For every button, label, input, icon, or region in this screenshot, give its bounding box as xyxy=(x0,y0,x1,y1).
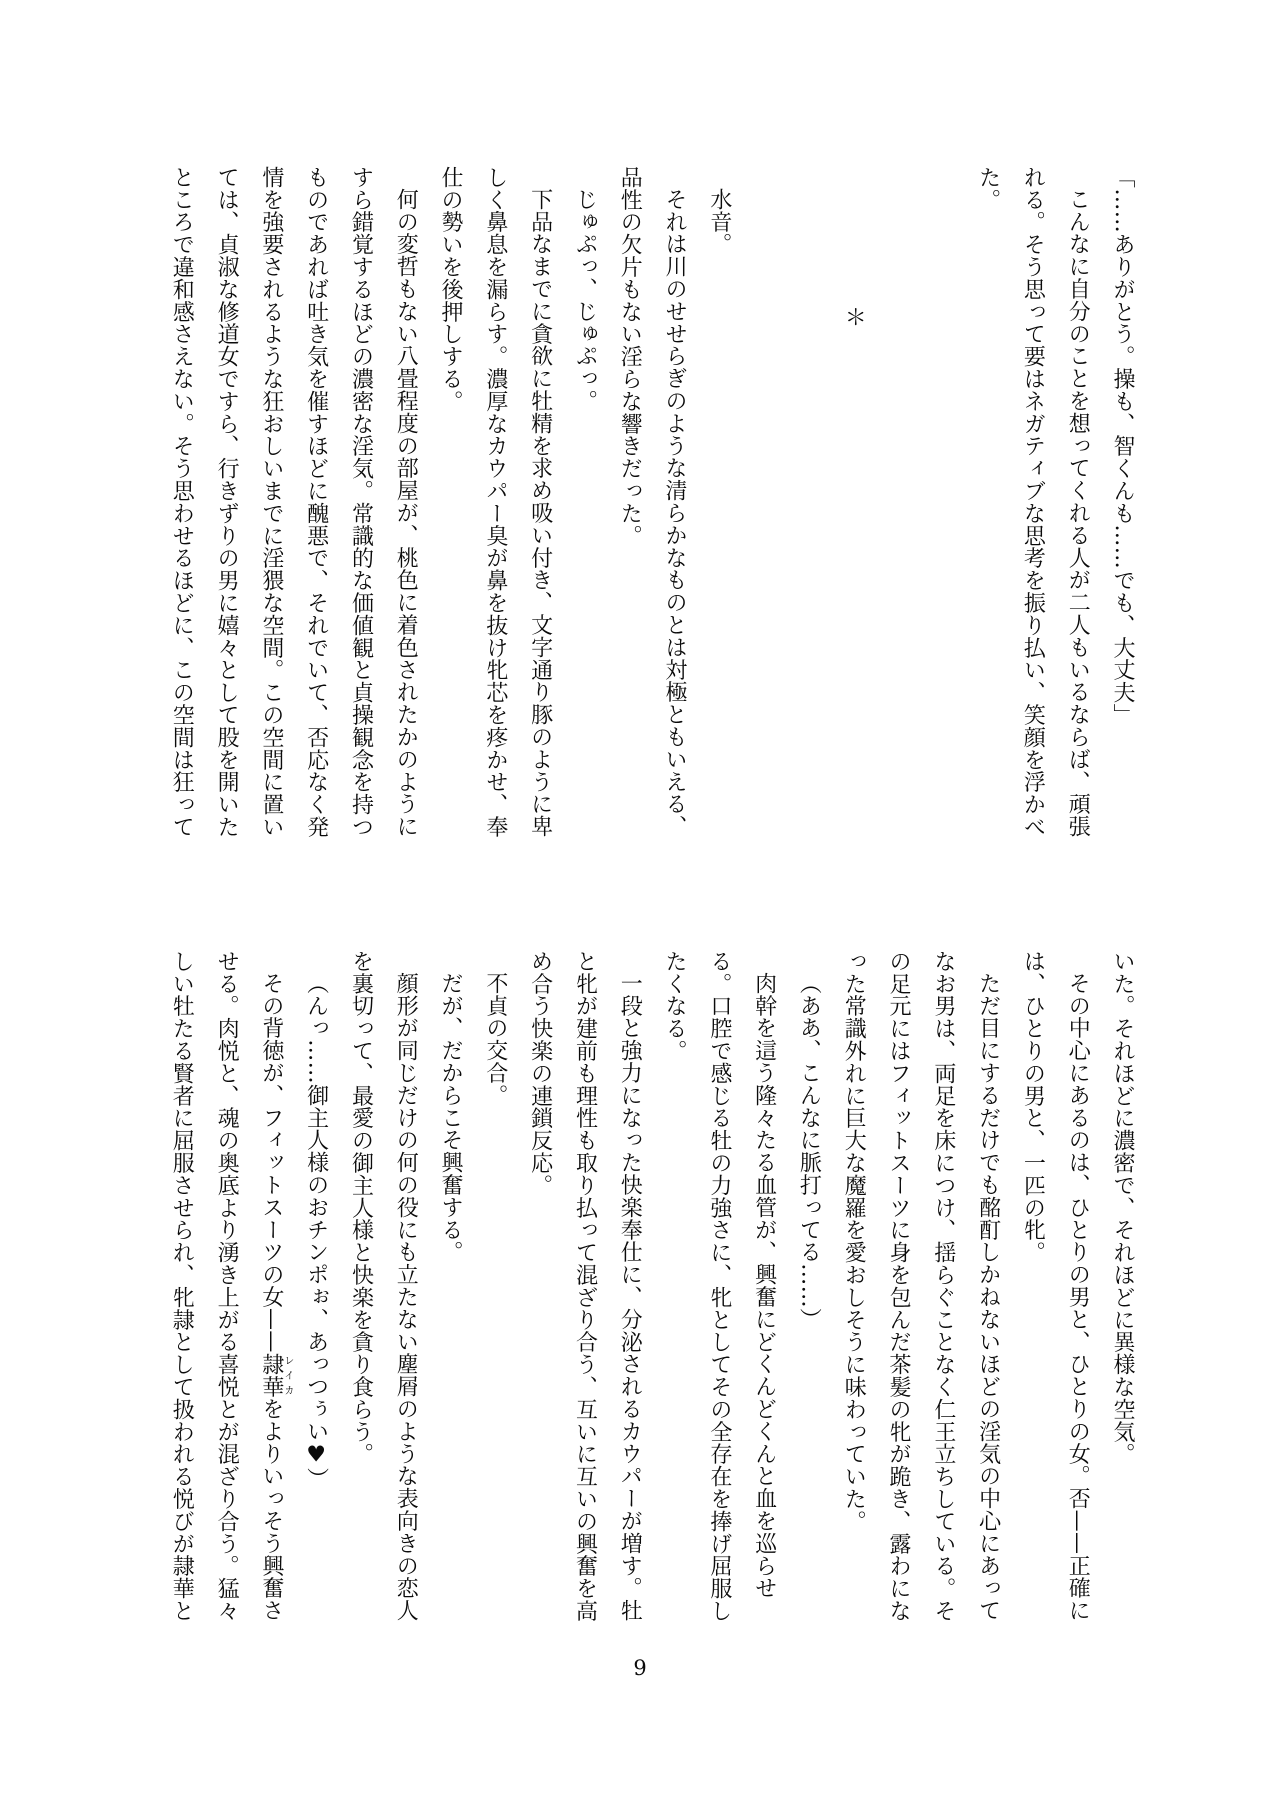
blank-column xyxy=(741,166,786,842)
text-column: 「……ありがとう。操も、智くんも……でも、大丈夫」 xyxy=(1110,166,1135,726)
text-column: （ああ、こんなに脈打ってる……） xyxy=(796,972,822,1331)
text-column: その中心にあるのは、ひとりの男と、ひとりの女。否——正確に xyxy=(1065,972,1091,1622)
text-column: は、ひとりの男と、一匹の牝。 xyxy=(1020,950,1046,1264)
text-column: 品性の欠片もない淫らな響きだった。 xyxy=(617,166,643,547)
text-column: 顔形が同じだけの何の役にも立たない塵屑のような表向きの恋人 xyxy=(393,972,419,1622)
section-separator: ＊ xyxy=(841,306,867,329)
blank-column xyxy=(875,166,920,842)
text-column: め合う快楽の連鎖反応。 xyxy=(527,950,553,1197)
text-column: の足元にはフィットスーツに身を包んだ茶髪の牝が跪き、露わにな xyxy=(886,950,912,1622)
text-column: と牝が建前も理性も取り払って混ざり合う、互いに互いの興奮を高 xyxy=(572,950,598,1622)
text-column: を裏切って、最愛の御主人様と快楽を貪り食らう。 xyxy=(348,950,374,1466)
text-column: しい牡たる賢者に屈服させられ、牝隷として扱われる悦びが隷華と xyxy=(169,950,195,1622)
text-column: 不貞の交合。 xyxy=(482,972,508,1107)
text-column: だが、だからこそ興奮する。 xyxy=(438,972,464,1264)
blank-column xyxy=(920,166,965,842)
text-column: なお男は、両足を床につけ、揺らぐことなく仁王立ちしている。そ xyxy=(930,950,956,1622)
text-block-bottom xyxy=(158,950,1144,1626)
text-column: その背徳が、フィットスーツの女——隷華レイカをよりいっそう興奮さ xyxy=(258,972,293,1623)
text-column: ただ目にするだけでも酩酊しかねないほどの淫気の中心にあって xyxy=(975,972,1001,1622)
text-column: いた。それほどに濃密で、それほどに異様な空気。 xyxy=(1110,950,1135,1466)
text-column: ところで違和感さえない。そう思わせるほどに、この空間は狂って xyxy=(169,166,195,838)
text-column: しく鼻息を漏らす。濃厚なカウパー臭が鼻を抜け牝芯を疼かせ、奉 xyxy=(482,166,508,838)
text-column: れる。そう思って要はネガティブな思考を振り払い、笑顔を浮かべ xyxy=(1020,166,1046,838)
text-column: 肉幹を這う隆々たる血管が、興奮にどくんどくんと血を巡らせ xyxy=(751,972,777,1600)
blank-column xyxy=(786,166,831,842)
text-column: それは川のせせらぎのような清らかなものとは対極ともいえる、 xyxy=(662,188,688,838)
text-column: 下品なまでに貪欲に牡精を求め吸い付き、文字通り豚のように卑 xyxy=(527,188,553,838)
text-column: すら錯覚するほどの濃密な淫気。常識的な価値観と貞操観念を持つ xyxy=(348,166,374,838)
text-column: 何の変哲もない八畳程度の部屋が、桃色に着色されたかのように xyxy=(393,188,419,838)
text-column: たくなる。 xyxy=(662,950,688,1062)
text-block-top xyxy=(158,166,1144,842)
text-column: 水音。 xyxy=(706,188,732,256)
text-column: こんなに自分のことを想ってくれる人が二人もいるならば、頑張 xyxy=(1065,188,1091,838)
text-column: ては、貞淑な修道女ですら、行きずりの男に嬉々として股を開いた xyxy=(214,166,240,838)
ruby-annotated-name: 隷華レイカ xyxy=(258,1353,293,1399)
text-column: せる。肉悦と、魂の奥底より湧き上がる喜悦とが混ざり合う。猛々 xyxy=(214,950,240,1622)
text-column: じゅぷっ、じゅぷっ。 xyxy=(572,188,598,413)
page-number: 9 xyxy=(633,1656,647,1680)
text-column: 一段と強力になった快楽奉仕に、分泌されるカウパーが増す。牡 xyxy=(617,972,643,1622)
text-column: った常識外れに巨大な魔羅を愛おしそうに味わっていた。 xyxy=(841,950,867,1533)
text-column: 仕の勢いを後押しする。 xyxy=(438,166,464,413)
text-column: （んっ……御主人様のおチンポぉ、あっつぅい♥） xyxy=(303,972,329,1491)
text-column: 情を強要されるような狂おしいまでに淫猥な空間。この空間に置い xyxy=(258,166,284,838)
text-column: ものであれば吐き気を催すほどに醜悪で、それでいて、否応なく発 xyxy=(303,166,329,838)
text-column: た。 xyxy=(975,166,1001,211)
text-column: る。口腔で感じる牡の力強さに、牝としてその全存在を捧げ屈服し xyxy=(706,950,732,1622)
